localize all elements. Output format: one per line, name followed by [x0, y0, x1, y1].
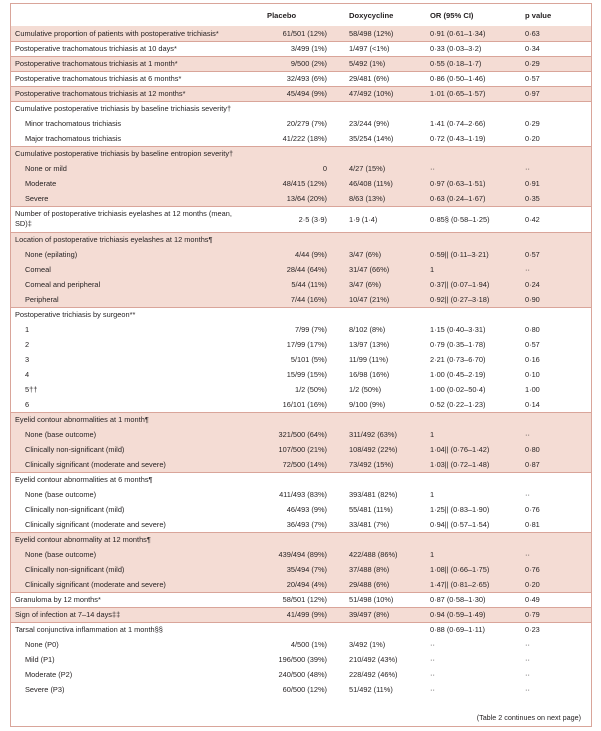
doxycycline-cell: 393/481 (82%)	[349, 490, 398, 499]
p-value-cell	[519, 101, 591, 116]
doxycycline-cell: 16/98 (16%)	[349, 370, 390, 379]
p-value-cell	[519, 532, 591, 547]
row-label: Major trachomatous trichiasis	[25, 133, 122, 143]
p-value-cell: 0·14	[525, 399, 540, 409]
row-label: Postoperative trachomatous trichiasis at 6 months*	[11, 71, 249, 86]
p-value-cell	[519, 412, 591, 427]
or-cell: 0·91 (0·61–1·34)	[424, 26, 519, 41]
or-cell: 0·86 (0·50–1·46)	[424, 71, 519, 86]
doxycycline-cell: 3/47 (6%)	[337, 277, 424, 292]
or-cell: 1·03|| (0·72–1·48)	[424, 457, 519, 472]
row-label: 2	[25, 340, 30, 349]
p-value-cell: 0·29	[525, 119, 540, 128]
placebo-cell: 60/500 (12%)	[282, 685, 327, 694]
or-cell: 2·21 (0·73–6·70)	[430, 355, 486, 364]
placebo-cell	[249, 101, 337, 116]
p-value-cell: 0·81	[525, 519, 540, 529]
or-cell: ··	[430, 655, 435, 664]
or-cell: 0·59|| (0·11–3·21)	[424, 247, 519, 262]
doxycycline-cell	[337, 307, 424, 322]
placebo-cell: 17/99 (17%)	[286, 340, 327, 349]
table-row	[11, 457, 591, 472]
table-row	[11, 116, 591, 131]
or-cell: ··	[430, 685, 435, 694]
row-label: Postoperative trachomatous trichiasis at 12 months*	[11, 86, 249, 101]
table-row	[11, 206, 591, 232]
doxycycline-cell: 8/102 (8%)	[349, 325, 386, 334]
or-cell: 1·25|| (0·83–1·90)	[430, 505, 490, 514]
table-row	[11, 637, 591, 652]
doxycycline-cell: 1·9 (1·4)	[337, 206, 424, 232]
placebo-cell: 58/501 (12%)	[249, 592, 337, 607]
placebo-cell: 2·5 (3·9)	[249, 206, 337, 232]
or-cell: 1·00 (0·02–50·4)	[430, 385, 486, 394]
placebo-cell: 4/500 (1%)	[290, 640, 327, 649]
doxycycline-cell: 47/492 (10%)	[337, 86, 424, 101]
doxycycline-cell	[337, 472, 424, 487]
or-cell: 1	[430, 490, 435, 499]
doxycycline-cell	[337, 412, 424, 427]
table-row	[11, 337, 591, 352]
or-cell: 1	[424, 547, 519, 562]
results-table	[11, 4, 591, 697]
placebo-cell	[249, 146, 337, 161]
table-row	[11, 247, 591, 262]
p-value-cell: 0·34	[519, 41, 591, 56]
table-row	[11, 592, 591, 607]
table-row	[11, 397, 591, 412]
row-label: Granuloma by 12 months*	[11, 592, 249, 607]
row-label: Sign of infection at 7–14 days‡‡	[11, 607, 249, 622]
placebo-cell: 41/222 (18%)	[282, 133, 327, 143]
p-value-cell: ··	[519, 262, 591, 277]
table-row	[11, 682, 591, 697]
or-cell: 0·72 (0·43–1·19)	[430, 133, 486, 143]
or-cell: 0·79 (0·35–1·78)	[430, 340, 486, 349]
or-cell: 0·92|| (0·27–3·18)	[424, 292, 519, 307]
p-value-cell: ··	[525, 685, 530, 694]
row-label: None (base outcome)	[11, 547, 249, 562]
doxycycline-cell	[337, 232, 424, 247]
table-row	[11, 532, 591, 547]
p-value-cell: ··	[525, 490, 530, 499]
p-value-cell: 0·90	[519, 292, 591, 307]
table-row	[11, 487, 591, 502]
table-row	[11, 56, 591, 71]
table-row	[11, 502, 591, 517]
row-label: Corneal and peripheral	[11, 277, 249, 292]
table-row	[11, 292, 591, 307]
or-cell: 0·52 (0·22–1·23)	[430, 399, 486, 409]
or-cell: 1·01 (0·65–1·57)	[424, 86, 519, 101]
p-value-cell: 0·49	[519, 592, 591, 607]
table-row	[11, 262, 591, 277]
p-value-cell	[519, 307, 591, 322]
row-label: Clinically non-significant (mild)	[11, 562, 249, 577]
placebo-cell: 28/44 (64%)	[249, 262, 337, 277]
p-value-cell: 0·42	[519, 206, 591, 232]
or-cell: ··	[424, 161, 519, 176]
table-frame	[10, 3, 592, 727]
doxycycline-cell: 13/97 (13%)	[349, 340, 390, 349]
doxycycline-cell: 73/492 (15%)	[337, 457, 424, 472]
doxycycline-cell	[337, 622, 424, 637]
or-cell: 1	[424, 262, 519, 277]
p-value-cell: ··	[525, 655, 530, 664]
placebo-cell	[249, 232, 337, 247]
continuation-note: (Table 2 continues on next page)	[476, 713, 581, 722]
p-value-cell: 0·24	[519, 277, 591, 292]
table-row	[11, 232, 591, 247]
placebo-cell	[249, 532, 337, 547]
placebo-cell: 321/500 (64%)	[249, 427, 337, 442]
p-value-cell: 0·10	[525, 370, 540, 379]
header-doxycycline: Doxycycline	[349, 10, 394, 20]
p-value-cell: ··	[519, 427, 591, 442]
placebo-cell: 41/499 (9%)	[249, 607, 337, 622]
table-row	[11, 607, 591, 622]
row-label: Postoperative trachomatous trichiasis at 10 days*	[11, 41, 249, 56]
placebo-cell: 7/44 (16%)	[249, 292, 337, 307]
placebo-cell: 46/493 (9%)	[286, 505, 327, 514]
placebo-cell: 20/494 (4%)	[249, 577, 337, 592]
or-cell	[424, 101, 519, 116]
doxycycline-cell: 11/99 (11%)	[349, 355, 389, 364]
doxycycline-cell: 29/481 (6%)	[337, 71, 424, 86]
placebo-cell: 5/44 (11%)	[249, 277, 337, 292]
table-row	[11, 352, 591, 367]
placebo-cell	[249, 622, 337, 637]
doxycycline-cell: 23/244 (9%)	[349, 119, 390, 128]
row-label: None (P0)	[25, 640, 59, 649]
row-label: Cumulative postoperative trichiasis by baseline entropion severity†	[11, 146, 249, 161]
doxycycline-cell: 46/408 (11%)	[337, 176, 424, 191]
or-cell: 0·97 (0·63–1·51)	[424, 176, 519, 191]
p-value-cell: 0·76	[525, 505, 540, 514]
doxycycline-cell: 31/47 (66%)	[337, 262, 424, 277]
or-cell: 0·87 (0·58–1·30)	[424, 592, 519, 607]
row-label: Severe	[11, 191, 249, 206]
p-value-cell: 0·16	[525, 355, 540, 364]
placebo-cell	[249, 307, 337, 322]
row-label: Clinically non-significant (mild)	[25, 505, 125, 514]
p-value-cell: 0·80	[519, 442, 591, 457]
or-cell: 1	[424, 427, 519, 442]
row-label: 1	[25, 325, 30, 334]
row-label: Eyelid contour abnormalities at 6 months¶	[11, 472, 249, 487]
placebo-cell: 20/279 (7%)	[286, 119, 327, 128]
doxycycline-cell: 4/27 (15%)	[337, 161, 424, 176]
row-label: Severe (P3)	[25, 685, 65, 694]
table-row	[11, 307, 591, 322]
p-value-cell	[519, 146, 591, 161]
or-cell: 0·85§ (0·58–1·25)	[424, 206, 519, 232]
placebo-cell: 240/500 (48%)	[278, 670, 327, 679]
table-row	[11, 146, 591, 161]
row-label: None (epilating)	[11, 247, 249, 262]
placebo-cell: 9/500 (2%)	[249, 56, 337, 71]
or-cell: 1·47|| (0·81–2·65)	[424, 577, 519, 592]
or-cell: ··	[430, 640, 435, 649]
table-row	[11, 131, 591, 146]
placebo-cell: 439/494 (89%)	[249, 547, 337, 562]
doxycycline-cell: 228/492 (46%)	[349, 670, 398, 679]
or-cell: 0·63 (0·24–1·67)	[424, 191, 519, 206]
placebo-cell	[249, 472, 337, 487]
row-label: Cumulative proportion of patients with postoperative trichiasis*	[11, 26, 249, 41]
row-label: Peripheral	[11, 292, 249, 307]
or-cell: 0·37|| (0·07–1·94)	[424, 277, 519, 292]
placebo-cell: 72/500 (14%)	[249, 457, 337, 472]
doxycycline-cell: 5/492 (1%)	[337, 56, 424, 71]
doxycycline-cell	[337, 146, 424, 161]
doxycycline-cell: 8/63 (13%)	[337, 191, 424, 206]
or-cell: 1·00 (0·45–2·19)	[430, 370, 486, 379]
p-value-cell: ··	[519, 161, 591, 176]
doxycycline-cell	[337, 101, 424, 116]
or-cell: ··	[430, 670, 435, 679]
p-value-cell: 0·91	[519, 176, 591, 191]
row-label: 4	[25, 370, 30, 379]
or-cell: 1·08|| (0·66–1·75)	[424, 562, 519, 577]
row-label: Clinically significant (moderate and severe)	[11, 457, 249, 472]
table-row	[11, 667, 591, 682]
placebo-cell: 107/500 (21%)	[249, 442, 337, 457]
or-cell	[424, 146, 519, 161]
doxycycline-cell: 311/492 (63%)	[337, 427, 424, 442]
p-value-cell	[519, 472, 591, 487]
placebo-cell: 196/500 (39%)	[278, 655, 327, 664]
or-cell	[424, 412, 519, 427]
p-value-cell: 0·63	[519, 26, 591, 41]
doxycycline-cell: 1/497 (<1%)	[337, 41, 424, 56]
row-label: None (base outcome)	[25, 490, 97, 499]
table-row	[11, 71, 591, 86]
or-cell: 0·94|| (0·57–1·54)	[430, 519, 490, 529]
doxycycline-cell: 1/2 (50%)	[349, 385, 382, 394]
header-placebo: Placebo	[267, 10, 297, 20]
or-cell: 0·88 (0·69–1·11)	[424, 622, 519, 637]
row-label: None or mild	[11, 161, 249, 176]
or-cell	[424, 472, 519, 487]
or-cell	[424, 232, 519, 247]
header-p-value: p value	[525, 10, 552, 20]
doxycycline-cell: 39/497 (8%)	[337, 607, 424, 622]
row-label: 3	[25, 355, 30, 364]
p-value-cell: ··	[525, 640, 530, 649]
placebo-cell: 45/494 (9%)	[249, 86, 337, 101]
table-row	[11, 517, 591, 532]
doxycycline-cell: 51/498 (10%)	[337, 592, 424, 607]
row-label: Cumulative postoperative trichiasis by baseline trichiasis severity†	[11, 101, 249, 116]
placebo-cell: 36/493 (7%)	[286, 519, 327, 529]
table-row	[11, 277, 591, 292]
table-row	[11, 472, 591, 487]
doxycycline-cell	[337, 532, 424, 547]
table-row	[11, 367, 591, 382]
placebo-cell: 32/493 (6%)	[249, 71, 337, 86]
placebo-cell	[249, 412, 337, 427]
table-row	[11, 382, 591, 397]
doxycycline-cell: 29/488 (6%)	[337, 577, 424, 592]
p-value-cell: 0·97	[519, 86, 591, 101]
row-label: 6	[25, 399, 30, 409]
doxycycline-cell: 51/492 (11%)	[349, 685, 393, 694]
p-value-cell: 0·29	[519, 56, 591, 71]
header-or: OR (95% CI)	[430, 10, 474, 20]
row-label: Corneal	[11, 262, 249, 277]
placebo-cell: 15/99 (15%)	[286, 370, 327, 379]
p-value-cell: 0·80	[525, 325, 540, 334]
doxycycline-cell: 210/492 (43%)	[349, 655, 398, 664]
placebo-cell: 7/99 (7%)	[294, 325, 327, 334]
table-row	[11, 577, 591, 592]
table-row	[11, 86, 591, 101]
table-row	[11, 26, 591, 41]
row-label: Moderate (P2)	[25, 670, 73, 679]
doxycycline-cell: 3/492 (1%)	[349, 640, 386, 649]
or-cell: 1·15 (0·40–3·31)	[430, 325, 486, 334]
p-value-cell: ··	[525, 670, 530, 679]
table-row	[11, 547, 591, 562]
table-header-row	[11, 4, 591, 26]
or-cell: 0·55 (0·18–1·7)	[424, 56, 519, 71]
p-value-cell: ··	[519, 547, 591, 562]
row-label: Postoperative trachomatous trichiasis at 1 month*	[11, 56, 249, 71]
doxycycline-cell: 10/47 (21%)	[337, 292, 424, 307]
p-value-cell: 1·00	[525, 385, 540, 394]
p-value-cell: 0·57	[525, 340, 540, 349]
placebo-cell: 16/101 (16%)	[282, 399, 327, 409]
doxycycline-cell: 3/47 (6%)	[337, 247, 424, 262]
table-row	[11, 562, 591, 577]
p-value-cell: 0·57	[519, 247, 591, 262]
or-cell: 1·41 (0·74–2·66)	[430, 119, 486, 128]
table-row	[11, 101, 591, 116]
row-label: None (base outcome)	[11, 427, 249, 442]
row-label: Eyelid contour abnormality at 12 months¶	[11, 532, 249, 547]
placebo-cell: 3/499 (1%)	[249, 41, 337, 56]
doxycycline-cell: 422/488 (86%)	[337, 547, 424, 562]
row-label: Postoperative trichiasis by surgeon**	[11, 307, 249, 322]
placebo-cell: 13/64 (20%)	[249, 191, 337, 206]
table-row	[11, 161, 591, 176]
table-row	[11, 442, 591, 457]
row-label: Minor trachomatous trichiasis	[25, 119, 122, 128]
table-row	[11, 427, 591, 442]
placebo-cell: 61/501 (12%)	[249, 26, 337, 41]
table-row	[11, 322, 591, 337]
placebo-cell: 1/2 (50%)	[294, 385, 327, 394]
table-row	[11, 412, 591, 427]
row-label: Location of postoperative trichiasis eyelashes at 12 months¶	[11, 232, 249, 247]
placebo-cell: 4/44 (9%)	[249, 247, 337, 262]
row-label: 5††	[25, 385, 38, 394]
or-cell: 0·94 (0·59–1·49)	[424, 607, 519, 622]
table-body	[11, 26, 591, 697]
p-value-cell	[519, 232, 591, 247]
doxycycline-cell: 108/492 (22%)	[337, 442, 424, 457]
table-row	[11, 191, 591, 206]
p-value-cell: 0·35	[519, 191, 591, 206]
table-row	[11, 41, 591, 56]
p-value-cell: 0·87	[519, 457, 591, 472]
p-value-cell: 0·20	[525, 133, 540, 143]
doxycycline-cell: 58/498 (12%)	[337, 26, 424, 41]
doxycycline-cell: 37/488 (8%)	[337, 562, 424, 577]
row-label: Clinically significant (moderate and severe)	[25, 519, 166, 529]
placebo-cell: 5/101 (5%)	[290, 355, 327, 364]
p-value-cell: 0·20	[519, 577, 591, 592]
row-label: Number of postoperative trichiasis eyelashes at 12 months (mean, SD)‡	[11, 206, 249, 232]
row-label: Tarsal conjunctiva inflammation at 1 month§§	[11, 622, 249, 637]
placebo-cell: 48/415 (12%)	[249, 176, 337, 191]
doxycycline-cell: 9/100 (9%)	[349, 399, 386, 409]
doxycycline-cell: 35/254 (14%)	[349, 133, 394, 143]
p-value-cell: 0·79	[519, 607, 591, 622]
placebo-cell: 411/493 (83%)	[279, 490, 327, 499]
or-cell: 0·33 (0·03–3·2)	[424, 41, 519, 56]
doxycycline-cell: 55/481 (11%)	[349, 505, 393, 514]
or-cell	[424, 532, 519, 547]
table-row	[11, 622, 591, 637]
row-label: Clinically significant (moderate and severe)	[11, 577, 249, 592]
placebo-cell: 35/494 (7%)	[249, 562, 337, 577]
row-label: Clinically non-significant (mild)	[11, 442, 249, 457]
row-label: Mild (P1)	[25, 655, 55, 664]
p-value-cell: 0·23	[519, 622, 591, 637]
row-label: Moderate	[11, 176, 249, 191]
doxycycline-cell: 33/481 (7%)	[349, 519, 390, 529]
header-label	[11, 4, 249, 26]
row-label: Eyelid contour abnormalities at 1 month¶	[11, 412, 249, 427]
p-value-cell: 0·76	[519, 562, 591, 577]
placebo-cell: 0	[249, 161, 337, 176]
or-cell: 1·04|| (0·76–1·42)	[424, 442, 519, 457]
or-cell	[424, 307, 519, 322]
table-row	[11, 652, 591, 667]
table-row	[11, 176, 591, 191]
p-value-cell: 0·57	[519, 71, 591, 86]
